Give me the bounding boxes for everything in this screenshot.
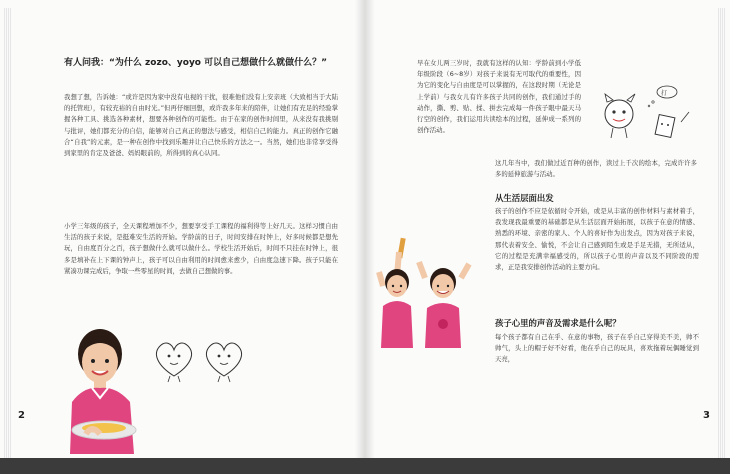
- book-spine: [355, 0, 375, 474]
- heart-doodles-drawing: [150, 336, 250, 386]
- subheading-children-voice: 孩子心里的声音及需求是什么呢？: [495, 318, 621, 328]
- left-paragraph-2: 小学三年级的孩子，全天课程增加不少，想要享受手工课程的福利得等上好几天。这样习惯自由生活的孩子来说，是挺难安生活的开始。学龄前的日子，时间安排在时钟上，好多时候都是想先玩，自由度百分之百，孩子想做什么就可以做什么。学校生活开始后，时间不只挂在时钟上，很多是填补在上下课的钟声上，孩子可以自由利用的时间愈来愈少，自由度急速下降。孩子只能在紧凑功课完成后，争取一些零星的时间，去做自己想做的事。: [64, 222, 338, 275]
- girl-photo: [64, 318, 144, 454]
- cartoon-animals-drawing: [591, 84, 701, 150]
- page-number-left: 2: [18, 410, 25, 421]
- right-paragraph-2: 这几年当中，我们做过近百种的创作，读过上千次的绘本，完成许许多多的延伸旅游与活动。: [495, 159, 697, 179]
- question-title: 有人问我：“为什么 zozo、yoyo 可以自己想做什么就做什么？”: [64, 58, 328, 68]
- subheading-life: 从生活层面出发: [495, 193, 554, 203]
- right-paragraph-1: 早在女儿两三岁时，我就有这样的认知：学龄前到小学低年级阶段（6~8岁）对孩子来说有无可取代的重要性，因为它的变化与自由度是可以掌握的，在这段时期（无论是上学前）与我女儿有许多孩子共同的创作，我们通过手的动作，撕、剪、贴、揉、拼去完成每一件孩子眼中最天马行空的创作，我们运用共读绘本的过程，延伸成一系列的创作活动。: [417, 59, 581, 135]
- svg-text:打: 打: [661, 90, 668, 97]
- left-paragraph-1: 我想了想，告诉她：“或许是因为家中没有电视的干扰，很难他们没有上安亲班（大致相当于大陆的托管班），有较充裕的自由时光。”但再仔细回想，或许我多年来的陪伴，让她们有充足的经验掌握各种工具、挑选各种素材，想要各种创作的可能性。由于在家的创作时间里，从来没有我挑剔与批评，她们都充分的自信，能够对自己真正的想法与感受，相信自己的能力。真正的创作它融合“自我”的元素，是一种在创作中找到乐趣并让自己快乐的方法之一。当然，她们也非常享受得到家里的肯定及爸爸、妈妈眼前的，所得到的真心认同。: [64, 93, 338, 158]
- page-edge-left: [4, 8, 12, 458]
- background-strip: [0, 458, 730, 474]
- page-edge-right: [718, 8, 726, 458]
- two-girls-photo: [375, 236, 475, 348]
- right-paragraph-4: 每个孩子都有自己在乎、在意的事物，孩子在乎自己穿得美不美，帅不帅气，头上的帽子好不好看，他在乎自己的玩具，喜欢拖着玩偶睡觉到天亮，: [495, 333, 699, 364]
- right-paragraph-3: 孩子的创作不应是依循时令开始，或是从丰富的创作材料与素材着手，我发现我最重要的基础都是从生活层面开始拓展，以孩子在意的情感、熟悉的环境、亲密的家人、个人的喜好作为出发点，因为对孩子来说，那代表着安全、愉悦，不会让自己感到陌生或是手足无措，无所适从，它的过程是充满幸福感受的，所以孩子心里的声音以及不同阶段的需求，正是我安排创作活动的主要方向。: [495, 207, 699, 272]
- right-page: [365, 0, 730, 474]
- page-number-right: 3: [703, 410, 710, 421]
